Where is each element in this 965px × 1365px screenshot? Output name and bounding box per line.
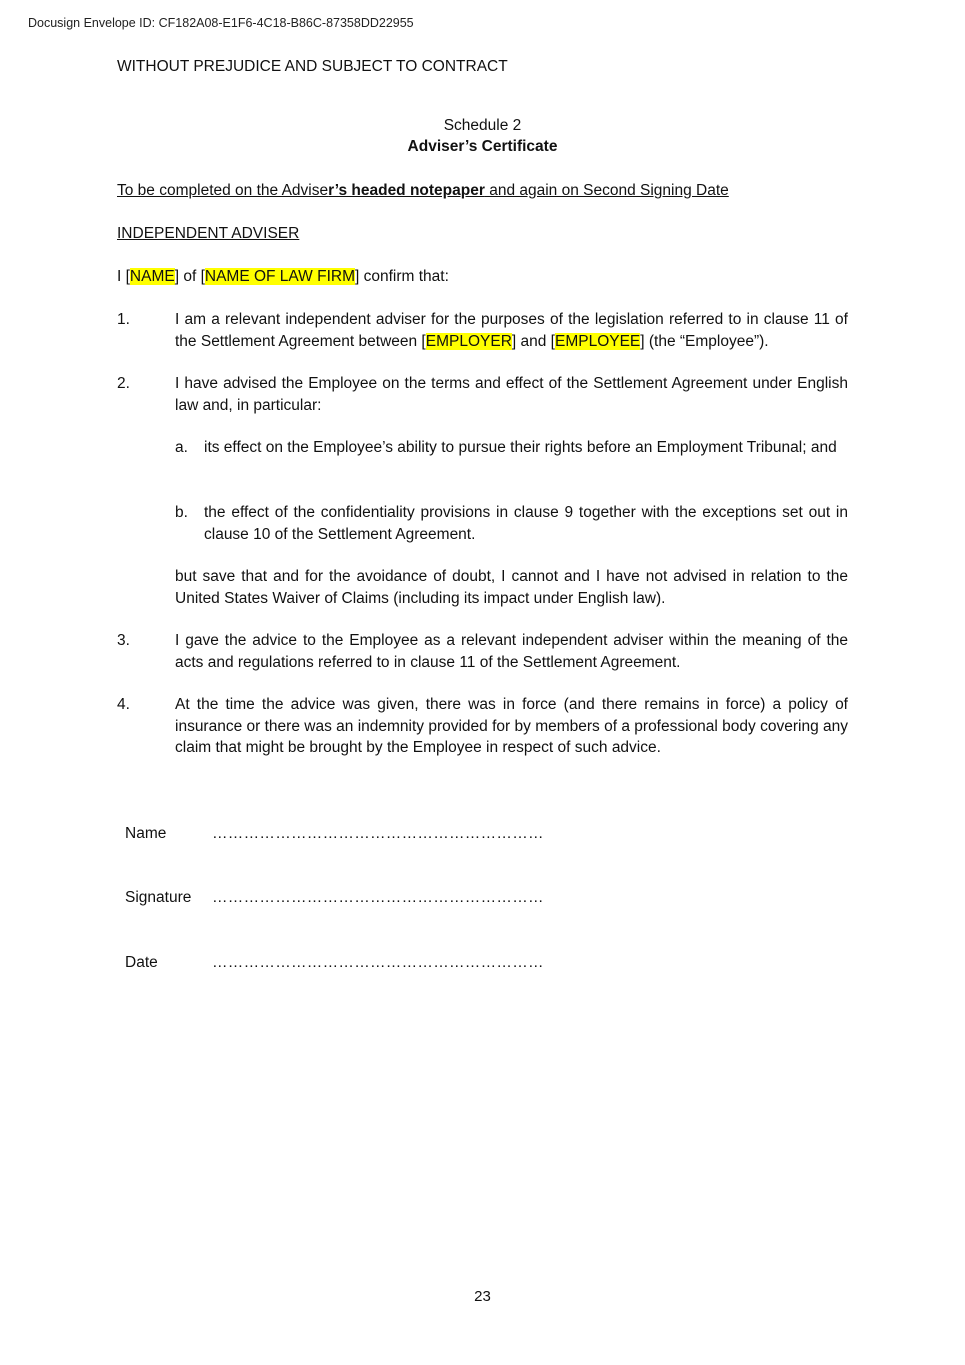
- item-2b-label: b.: [175, 504, 188, 521]
- signature-label: Signature: [125, 889, 192, 906]
- name-field[interactable]: ………………………………………………………: [212, 825, 544, 842]
- item-1-text: [175, 309, 848, 352]
- item-3-number: 3.: [117, 632, 130, 649]
- item-2b-text: the effect of the confidentiality provisions in clause 9 together with the exceptions set out in clause 10 of the Settlement Agreement.: [204, 504, 848, 543]
- item-2-number: 2.: [117, 375, 130, 392]
- item-2-tail: but save that and for the avoidance of doubt, I cannot and I have not advised in relation to the United States Waiver of Claims (including its impact under English law).: [175, 568, 848, 607]
- intro-line: [117, 268, 449, 286]
- item-4-text: At the time the advice was given, there was in force (and there remains in force) a policy of insurance or there was an indemnity provided for by members of a professional body covering any claim that might be brought by the Employee in respect of such advice.: [175, 696, 848, 756]
- instruction-part1: To be completed on the Advise: [117, 182, 329, 199]
- employee-placeholder[interactable]: EMPLOYEE: [554, 332, 641, 350]
- schedule-label: Schedule 2: [443, 117, 522, 134]
- without-prejudice-header: WITHOUT PREJUDICE AND SUBJECT TO CONTRACT: [117, 58, 508, 75]
- intro-text-2: ] of [: [174, 268, 205, 285]
- item-1-text-3: ] (the “Employee”).: [640, 332, 769, 350]
- name-placeholder[interactable]: NAME: [129, 268, 175, 285]
- page-title: Adviser’s Certificate: [407, 138, 558, 155]
- envelope-id: Docusign Envelope ID: CF182A08-E1F6-4C18-B86C-87358DD22955: [28, 16, 414, 30]
- item-4-number: 4.: [117, 696, 130, 713]
- section-heading: INDEPENDENT ADVISER: [117, 225, 300, 242]
- item-2a-label: a.: [175, 439, 188, 456]
- name-label: Name: [125, 825, 167, 842]
- item-1-number: 1.: [117, 311, 130, 328]
- employer-placeholder[interactable]: EMPLOYER: [425, 332, 512, 350]
- item-1-text-2: ] and [: [511, 332, 555, 350]
- signature-field[interactable]: ………………………………………………………: [212, 889, 544, 906]
- item-3-text: I gave the advice to the Employee as a relevant independent adviser within the meaning of the acts and regulations referred to in clause 11 of the Settlement Agreement.: [175, 632, 848, 671]
- intro-text-1: I [: [117, 268, 130, 285]
- date-field[interactable]: ………………………………………………………: [212, 954, 544, 971]
- item-2a-text: its effect on the Employee’s ability to pursue their rights before an Employment Tribunal; and: [204, 439, 837, 456]
- date-label: Date: [125, 954, 158, 971]
- instruction-line: [117, 182, 729, 200]
- item-1-text-1: I am a relevant independent adviser for the purposes of the legislation referred to in clause 11 of the Settlement Agreement between [: [175, 311, 848, 350]
- instruction-part2: and again on Second Signing Date: [484, 182, 729, 199]
- intro-text-3: ] confirm that:: [355, 268, 449, 285]
- page-number: 23: [474, 1288, 491, 1305]
- instruction-bold: r’s headed notepaper: [328, 182, 485, 199]
- item-2-text: I have advised the Employee on the terms and effect of the Settlement Agreement under English law and, in particular:: [175, 375, 848, 414]
- law-firm-placeholder[interactable]: NAME OF LAW FIRM: [204, 268, 355, 285]
